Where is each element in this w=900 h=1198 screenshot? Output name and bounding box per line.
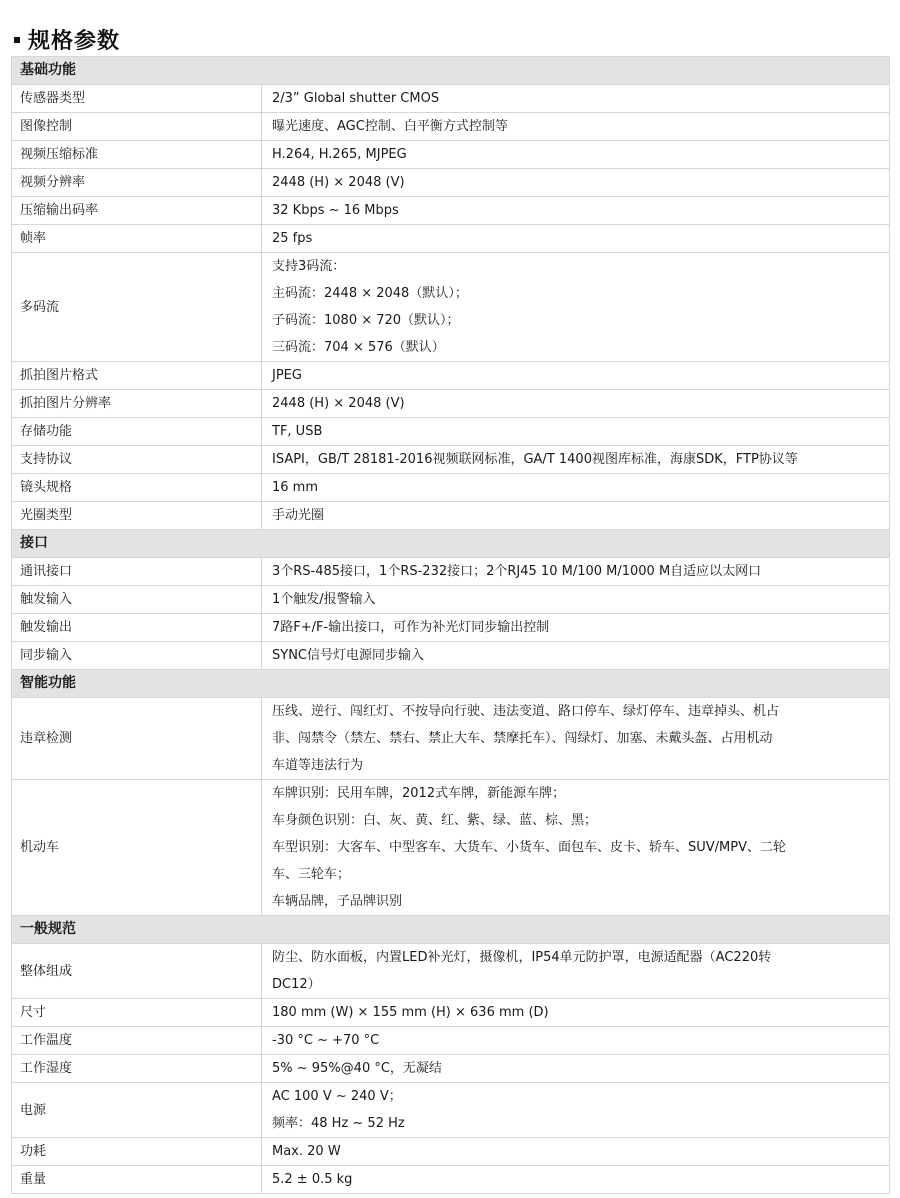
spec-value-line: TF, USB — [272, 424, 323, 439]
spec-value — [262, 169, 890, 197]
spec-value-line: 子码流：1080 × 720（默认）； — [272, 313, 460, 328]
spec-value-line: 车型识别：大客车、中型客车、大货车、小货车、面包车、皮卡、轿车、SUV/MPV、二轮 — [272, 840, 786, 855]
spec-label: 整体组成 — [12, 944, 262, 999]
spec-label: 帧率 — [12, 225, 262, 253]
spec-value-line: 支持3码流： — [272, 259, 346, 274]
spec-value — [262, 1138, 890, 1166]
spec-value — [262, 225, 890, 253]
spec-label: 同步输入 — [12, 642, 262, 670]
spec-value-line: 车、三轮车； — [272, 867, 351, 882]
spec-label: 视频压缩标准 — [12, 141, 262, 169]
section-header-row — [12, 916, 890, 944]
spec-value-line: ISAPI，GB/T 28181-2016视频联网标准，GA/T 1400视图库标准，海康SDK，FTP协议等 — [272, 452, 798, 467]
spec-label: 多码流 — [12, 253, 262, 362]
spec-value-line: 2448 (H) × 2048 (V) — [272, 396, 405, 411]
spec-value-line: 2/3” Global shutter CMOS — [272, 91, 440, 106]
spec-value — [262, 642, 890, 670]
section-header-row — [12, 57, 890, 85]
spec-value — [262, 197, 890, 225]
spec-label: 存储功能 — [12, 418, 262, 446]
spec-row — [12, 586, 890, 614]
section-header: 智能功能 — [12, 670, 890, 698]
spec-label: 重量 — [12, 1166, 262, 1194]
spec-value-line: 频率：48 Hz ~ 52 Hz — [272, 1116, 405, 1131]
spec-value — [262, 1083, 890, 1138]
spec-value-line: H.264, H.265, MJPEG — [272, 147, 407, 162]
spec-row — [12, 1166, 890, 1194]
spec-value-line: Max. 20 W — [272, 1144, 341, 1159]
spec-value — [262, 141, 890, 169]
spec-label: 传感器类型 — [12, 85, 262, 113]
spec-value-line: 防尘、防水面板，内置LED补光灯，摄像机，IP54单元防护罩，电源适配器（AC220转 — [272, 950, 772, 965]
spec-label: 光圈类型 — [12, 502, 262, 530]
spec-row — [12, 197, 890, 225]
spec-value-line: 5% ~ 95%@40 °C，无凝结 — [272, 1061, 442, 1076]
spec-value — [262, 474, 890, 502]
spec-value-line: 三码流：704 × 576（默认） — [272, 340, 445, 355]
spec-value — [262, 614, 890, 642]
spec-row — [12, 446, 890, 474]
spec-value — [262, 113, 890, 141]
spec-value-line: 车身颜色识别：白、灰、黄、红、紫、绿、蓝、棕、黑； — [272, 813, 598, 828]
spec-value-line: 16 mm — [272, 480, 319, 495]
spec-label: 工作湿度 — [12, 1055, 262, 1083]
spec-value — [262, 253, 890, 362]
spec-row — [12, 780, 890, 916]
spec-value — [262, 85, 890, 113]
spec-value-line: 32 Kbps ~ 16 Mbps — [272, 203, 399, 218]
spec-value — [262, 362, 890, 390]
spec-row — [12, 642, 890, 670]
spec-value-line: -30 °C ~ +70 °C — [272, 1033, 380, 1048]
spec-value-line: 压线、逆行、闯红灯、不按导向行驶、违法变道、路口停车、绿灯停车、违章掉头、机占 — [272, 704, 780, 719]
spec-row — [12, 362, 890, 390]
spec-label: 抓拍图片格式 — [12, 362, 262, 390]
page-title — [14, 22, 120, 56]
spec-value-line: 手动光圈 — [272, 508, 325, 523]
spec-value-line: 180 mm (W) × 155 mm (H) × 636 mm (D) — [272, 1005, 549, 1020]
spec-value-line: JPEG — [272, 368, 302, 383]
spec-table — [11, 56, 890, 1194]
spec-value-line: DC12） — [272, 977, 321, 992]
spec-row — [12, 1138, 890, 1166]
spec-value — [262, 1055, 890, 1083]
spec-value — [262, 390, 890, 418]
section-header-row — [12, 670, 890, 698]
spec-row — [12, 169, 890, 197]
page-title-text: 规格参数 — [28, 28, 121, 54]
section-header: 一般规范 — [12, 916, 890, 944]
spec-table-body — [12, 57, 890, 1194]
spec-row — [12, 1027, 890, 1055]
spec-row — [12, 113, 890, 141]
spec-row — [12, 698, 890, 780]
spec-row — [12, 944, 890, 999]
spec-value — [262, 1027, 890, 1055]
spec-label: 触发输出 — [12, 614, 262, 642]
spec-value — [262, 780, 890, 916]
spec-label: 工作温度 — [12, 1027, 262, 1055]
spec-value — [262, 1166, 890, 1194]
spec-label: 违章检测 — [12, 698, 262, 780]
spec-row — [12, 253, 890, 362]
spec-row — [12, 141, 890, 169]
section-header-row — [12, 530, 890, 558]
spec-row — [12, 390, 890, 418]
spec-value-line: 2448 (H) × 2048 (V) — [272, 175, 405, 190]
section-header: 基础功能 — [12, 57, 890, 85]
spec-value-line: 主码流：2448 × 2048（默认）； — [272, 286, 468, 301]
spec-label: 图像控制 — [12, 113, 262, 141]
spec-row — [12, 225, 890, 253]
spec-row — [12, 999, 890, 1027]
section-header: 接口 — [12, 530, 890, 558]
spec-label: 通讯接口 — [12, 558, 262, 586]
spec-row — [12, 1055, 890, 1083]
spec-value-line: 1个触发/报警输入 — [272, 592, 376, 607]
spec-label: 触发输入 — [12, 586, 262, 614]
spec-value — [262, 502, 890, 530]
spec-value — [262, 586, 890, 614]
spec-value — [262, 446, 890, 474]
spec-label: 抓拍图片分辨率 — [12, 390, 262, 418]
spec-row — [12, 614, 890, 642]
spec-row — [12, 474, 890, 502]
spec-label: 功耗 — [12, 1138, 262, 1166]
spec-value-line: 车道等违法行为 — [272, 758, 364, 773]
spec-value — [262, 999, 890, 1027]
spec-value — [262, 698, 890, 780]
square-bullet-icon — [14, 37, 20, 43]
spec-label: 支持协议 — [12, 446, 262, 474]
spec-value-line: 曝光速度、AGC控制、白平衡方式控制等 — [272, 119, 508, 134]
spec-label: 机动车 — [12, 780, 262, 916]
spec-value-line: 非、闯禁令（禁左、禁右、禁止大车、禁摩托车）、闯绿灯、加塞、未戴头盔、占用机动 — [272, 731, 773, 746]
spec-value-line: SYNC信号灯电源同步输入 — [272, 648, 424, 663]
spec-value-line: 3个RS-485接口，1个RS-232接口；2个RJ45 10 M/100 M/1000 M自适应以太网口 — [272, 564, 762, 579]
spec-label: 镜头规格 — [12, 474, 262, 502]
spec-value-line: 7路F+/F-输出接口，可作为补光灯同步输出控制 — [272, 620, 550, 635]
spec-label: 视频分辨率 — [12, 169, 262, 197]
spec-row — [12, 558, 890, 586]
spec-value — [262, 558, 890, 586]
spec-value-line: 车牌识别：民用车牌，2012式车牌，新能源车牌； — [272, 786, 566, 801]
spec-label: 电源 — [12, 1083, 262, 1138]
spec-value-line: 25 fps — [272, 231, 313, 246]
spec-row — [12, 1083, 890, 1138]
spec-value-line: AC 100 V ~ 240 V； — [272, 1089, 402, 1104]
spec-value — [262, 418, 890, 446]
spec-value — [262, 944, 890, 999]
spec-value-line: 5.2 ± 0.5 kg — [272, 1172, 353, 1187]
spec-row — [12, 502, 890, 530]
spec-row — [12, 85, 890, 113]
spec-value-line: 车辆品牌，子品牌识别 — [272, 894, 403, 909]
spec-label: 压缩输出码率 — [12, 197, 262, 225]
spec-label: 尺寸 — [12, 999, 262, 1027]
spec-row — [12, 418, 890, 446]
